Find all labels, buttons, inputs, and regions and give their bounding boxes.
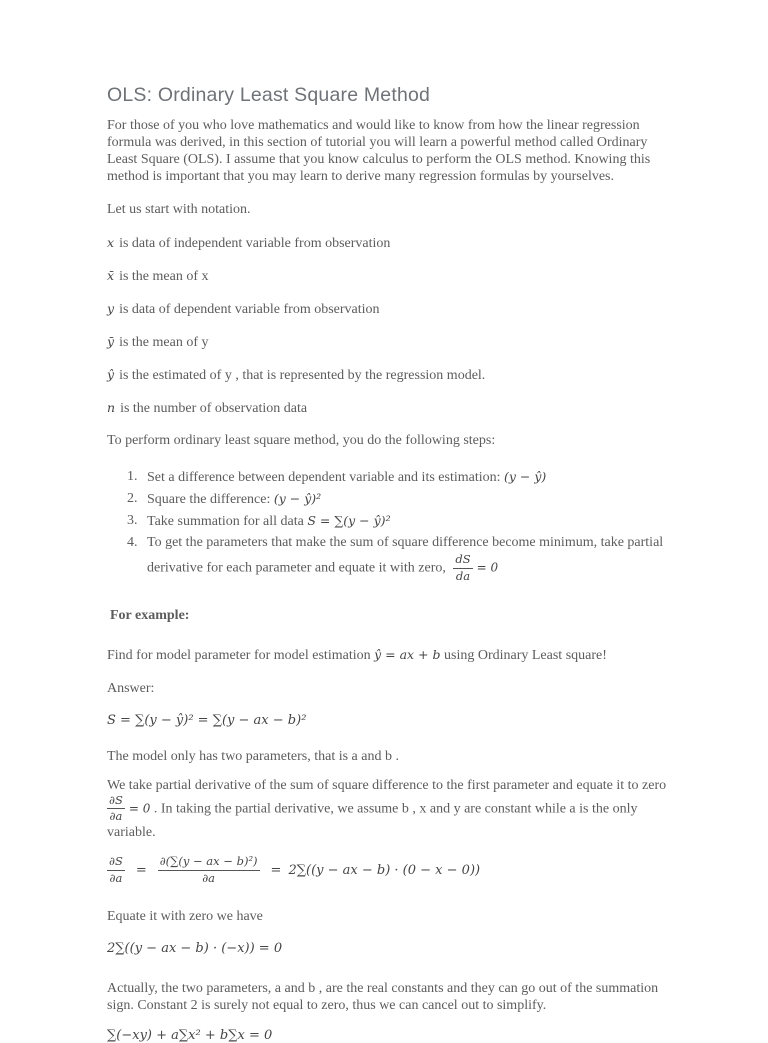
equate-text: Equate it with zero we have bbox=[107, 908, 263, 924]
fraction-numerator: dS bbox=[453, 553, 472, 569]
math-symbol: y bbox=[107, 301, 115, 316]
equals-sign: = bbox=[135, 862, 147, 878]
params-text: The model only has two parameters, that is a and b . bbox=[107, 748, 399, 764]
step-content bbox=[147, 489, 668, 510]
math-symbol: x bbox=[107, 235, 115, 250]
fraction-denominator: ∂a bbox=[109, 809, 123, 824]
steps-list bbox=[107, 467, 668, 584]
list-item bbox=[127, 489, 668, 510]
fraction-denominator: da bbox=[455, 568, 471, 583]
notation-line-y bbox=[107, 300, 668, 318]
notation-line-yhat bbox=[107, 366, 668, 384]
notation-text: is the mean of y bbox=[119, 335, 209, 350]
notation-text: is the mean of x bbox=[119, 269, 209, 284]
math-symbol: ŷ bbox=[107, 367, 115, 382]
step-content bbox=[147, 467, 668, 488]
list-number: 4. bbox=[127, 535, 138, 550]
notation-text: is the estimated of y , that is represented by the regression model. bbox=[119, 368, 486, 383]
example-line bbox=[107, 646, 668, 664]
equals-sign: = bbox=[270, 862, 282, 878]
partial-line1: We take partial derivative of the sum of square difference to the first parameter and equate it to zero bbox=[107, 777, 667, 793]
fraction-mid bbox=[158, 855, 260, 886]
notation-line-n bbox=[107, 399, 668, 417]
partial-line2: . In taking the partial derivative, we assume b , x and y are constant while a is the only variable. bbox=[107, 801, 638, 841]
fraction-denominator: ∂a bbox=[202, 870, 216, 885]
for-example-heading: For example: bbox=[110, 607, 190, 623]
fraction-dS-da bbox=[107, 794, 125, 825]
final-formula: ∑(−xy) + a∑x² + b∑x = 0 bbox=[107, 1027, 273, 1043]
fraction-lhs bbox=[107, 855, 125, 886]
notation-line-xbar bbox=[107, 267, 668, 285]
step-text: To get the parameters that make the sum of square difference become minimum, take partial derivative for each parameter and equate it with zero, bbox=[147, 535, 664, 576]
actually-paragraph: Actually, the two parameters, a and b , are the real constants and they can go out of the summation sign. Constant 2 is surely not equal to zero, thus we can cancel out to simplify. bbox=[107, 980, 659, 1013]
equate-formula: 2∑((y − ax − b) · (−x)) = 0 bbox=[107, 940, 283, 956]
step-formula: S = ∑(y − ŷ)² bbox=[307, 513, 391, 528]
step-formula: (y − ŷ)² bbox=[273, 491, 322, 506]
fraction-denominator: ∂a bbox=[109, 870, 123, 885]
steps-intro: To perform ordinary least square method, you do the following steps: bbox=[107, 433, 496, 448]
notation-text: is data of independent variable from observation bbox=[119, 236, 391, 251]
derivative-rhs: 2∑((y − ax − b) · (0 − x − 0)) bbox=[288, 862, 481, 878]
notation-line-x bbox=[107, 234, 668, 252]
math-symbol: n bbox=[107, 400, 116, 415]
notation-intro: Let us start with notation. bbox=[107, 202, 251, 217]
notation-text: is the number of observation data bbox=[120, 401, 308, 416]
step-text: Square the difference: bbox=[147, 492, 271, 507]
example-post: using Ordinary Least square! bbox=[444, 647, 607, 663]
fraction-rhs: = 0 bbox=[476, 560, 499, 575]
fraction-numerator: ∂S bbox=[107, 794, 125, 810]
step-text: Take summation for all data bbox=[147, 514, 304, 529]
fraction-ds-da bbox=[453, 553, 472, 584]
list-item bbox=[127, 511, 668, 532]
page-title: OLS: Ordinary Least Square Method bbox=[107, 84, 431, 106]
answer-formula: S = ∑(y − ŷ)² = ∑(y − ax − b)² bbox=[107, 712, 307, 728]
intro-paragraph: For those of you who love mathematics and would like to know from how the linear regression formula was derived, in this section of tutorial you will learn a powerful method called Ordinary Least Square (OLS). I assume that you know calculus to perform the OLS method. Knowing this method is important that you may learn to derive many regression formulas by yourselves. bbox=[107, 118, 651, 184]
list-number: 1. bbox=[127, 469, 138, 484]
example-pre: Find for model parameter for model estimation bbox=[107, 647, 371, 663]
math-symbol: x̄ bbox=[107, 268, 115, 283]
partial-derivative-paragraph bbox=[107, 777, 668, 842]
step-content bbox=[147, 533, 668, 584]
fraction-numerator: ∂(∑(y − ax − b)²) bbox=[158, 855, 260, 871]
answer-label: Answer: bbox=[107, 680, 155, 696]
math-symbol: ȳ bbox=[107, 334, 115, 349]
fraction-numerator: ∂S bbox=[107, 855, 125, 871]
list-number: 2. bbox=[127, 491, 138, 506]
list-item bbox=[127, 467, 668, 488]
notation-text: is data of dependent variable from observation bbox=[119, 302, 380, 317]
step-formula: (y − ŷ) bbox=[504, 469, 547, 484]
list-number: 3. bbox=[127, 513, 138, 528]
notation-line-ybar bbox=[107, 333, 668, 351]
step-text: Set a difference between dependent variable and its estimation: bbox=[147, 470, 501, 485]
derivative-equation bbox=[107, 855, 668, 886]
list-item bbox=[127, 533, 668, 584]
fraction-rhs: = 0 bbox=[128, 801, 151, 816]
step-content bbox=[147, 511, 668, 532]
model-formula: ŷ = ax + b bbox=[374, 646, 441, 662]
